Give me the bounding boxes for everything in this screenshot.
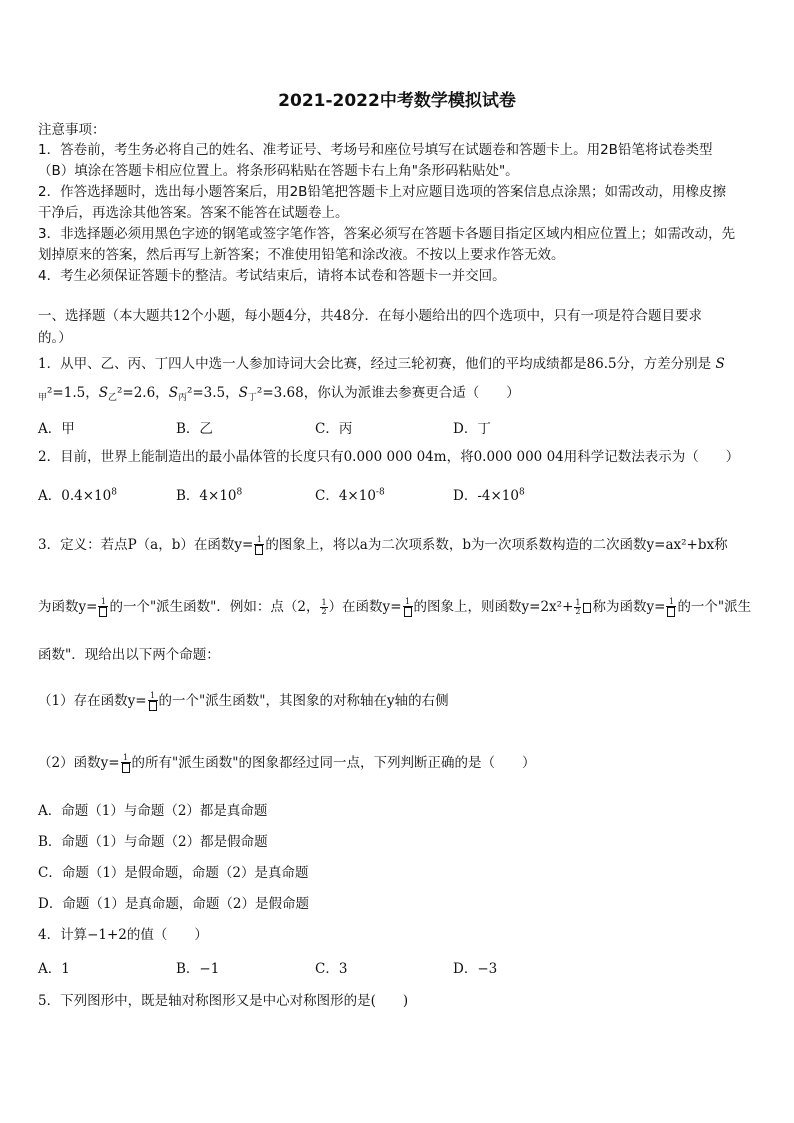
q2-option-a-exp: 8 [111, 487, 117, 498]
q1-sub-yi: 乙 [107, 393, 117, 403]
notice-line: 3．非选择题必须用黑色字迹的钢笔或签字笔作答，答案必须写在答题卡各题目指定区域内相应位置上；如需改动，先 [38, 226, 736, 242]
q1-v1: ²=1.5， [47, 385, 99, 401]
q1-v3: ²=3.5， [186, 385, 239, 401]
fraction-den: 2 [575, 607, 581, 616]
q3-text: 的一个"派生函数"，其图象的对称轴在y轴的右侧 [158, 693, 449, 709]
q1-option-d: D．丁 [453, 421, 491, 437]
fraction [148, 692, 158, 711]
q3-proposition-2 [38, 754, 535, 773]
q5-stem: 5．下列图形中，既是轴对称图形又是中心对称图形的是( ) [38, 993, 409, 1009]
q3-text: 的一个"派生 [677, 599, 752, 615]
q3-text: （2）函数y= [38, 755, 120, 771]
q3-text: ）在函数y= [328, 599, 402, 615]
q2-option-d-exp: 8 [518, 487, 525, 498]
q2-option-b-base: B．4×10 [176, 488, 237, 504]
q4-option-d: D．−3 [453, 961, 498, 977]
q3-option-a: A．命题（1）与命题（2）都是真命题 [38, 803, 268, 819]
section-heading: 一、选择题（本大题共12个小题，每小题4分，共48分．在每小题给出的四个选项中，只有一项是符合题目要求 [38, 308, 702, 324]
q1-v4: ²=3.68，你认为派谁去参赛更合适（ ） [256, 385, 520, 401]
q3-option-d: D．命题（1）是真命题，命题（2）是假命题 [38, 896, 310, 912]
q3-text: 的图象上，将以a为二次项系数，b为一次项系数构造的二次函数y=ax²+bx称 [265, 537, 728, 553]
q1-s: S [98, 385, 108, 401]
q2-option-b [176, 484, 242, 504]
fraction [403, 598, 413, 617]
q3-text: 称为函数y= [592, 599, 666, 615]
q2-option-c [315, 484, 385, 504]
fraction-num: 1 [254, 536, 264, 545]
q4-option-a: A．1 [38, 961, 70, 977]
q3-option-b: B．命题（1）与命题（2）都是假命题 [38, 834, 268, 850]
q2-option-d [453, 484, 525, 504]
q1-sub-jia: 甲 [38, 393, 48, 403]
q2-option-c-base: C．4×10 [315, 488, 376, 504]
notice-line: 划掉原来的答案，然后再写上新答案；不准使用铅笔和涂改液。不按以上要求作答无效。 [38, 247, 565, 263]
fraction [98, 598, 108, 617]
q4-stem: 4．计算−1+2的值（ ） [38, 927, 208, 943]
fraction [121, 754, 131, 773]
fraction-half [574, 599, 581, 616]
q4-option-b: B．−1 [176, 961, 220, 977]
fraction [254, 536, 264, 555]
fraction-num: 1 [575, 598, 581, 607]
q1-v2: ²=2.6， [116, 385, 169, 401]
q1-sub-bing: 丙 [177, 393, 187, 403]
q3-text: 的图象上，则函数y=2x²+ [413, 599, 574, 615]
q1-s: S [715, 356, 725, 372]
fraction-num: 1 [121, 754, 131, 763]
q3-line2 [38, 598, 751, 617]
q3-proposition-1 [38, 692, 449, 711]
q2-option-c-exp: -8 [375, 487, 385, 498]
fraction [666, 598, 676, 617]
q2-stem: 2．目前，世界上能制造出的最小晶体管的长度只有0.000 000 04m，将0.000 000 04用科学记数法表示为（ ） [38, 449, 740, 465]
q2-option-a [38, 484, 117, 504]
notice-line: 1．答卷前，考生务必将自己的姓名、准考证号、考场号和座位号填写在试题卷和答题卡上。用2B铅笔将试卷类型 [38, 142, 713, 158]
fraction-num: 1 [403, 598, 413, 607]
q2-option-a-base: A．0.4×10 [38, 488, 112, 504]
q1-option-b: B．乙 [176, 421, 213, 437]
q1-variances [38, 384, 520, 407]
q2-option-b-exp: 8 [236, 487, 243, 498]
page-title: 2021-2022中考数学模拟试卷 [278, 91, 516, 111]
section-heading-cont: 的。） [38, 330, 72, 346]
q1-option-a: A．甲 [38, 421, 75, 437]
q3-text: 3．定义：若点P（a，b）在函数y= [38, 537, 254, 553]
notice-heading: 注意事项： [38, 122, 106, 138]
notice-line: 4．考生必须保证答题卡的整洁。考试结束后，请将本试卷和答题卡一并交回。 [38, 268, 506, 284]
fraction-num: 1 [98, 598, 108, 607]
q3-text: 的一个"派生函数"．例如：点（2， [109, 599, 320, 615]
q1-s: S [238, 385, 248, 401]
fraction-num: 1 [321, 598, 327, 607]
q3-option-c: C．命题（1）是假命题，命题（2）是真命题 [38, 865, 309, 881]
q1-s: S [168, 385, 178, 401]
notice-line: 2．作答选择题时，选出每小题答案后，用2B铅笔把答题卡上对应题目选项的答案信息点涂黑；如需改动，用橡皮擦 [38, 184, 726, 200]
q1-option-c: C．丙 [315, 421, 353, 437]
fraction-num: 1 [148, 692, 158, 701]
q3-line1 [38, 536, 728, 555]
q2-option-d-base: D．-4×10 [453, 488, 519, 504]
q1-stem: 1．从甲、乙、丙、丁四人中选一人参加诗词大会比赛，经过三轮初赛，他们的平均成绩都是86.5分，方差分别是 S [38, 356, 725, 372]
placeholder-box [583, 603, 591, 613]
fraction-half [320, 599, 327, 616]
notice-line: （B）填涂在答题卡相应位置上。将条形码粘贴在答题卡右上角"条形码粘贴处"。 [38, 163, 519, 179]
q4-option-c: C．3 [315, 961, 348, 977]
q1-sub-ding: 丁 [247, 393, 257, 403]
notice-line: 干净后，再选涂其他答案。答案不能答在试题卷上。 [38, 205, 349, 221]
q3-text: 的所有"派生函数"的图象都经过同一点，下列判断正确的是（ ） [131, 755, 536, 771]
q3-text: （1）存在函数y= [38, 693, 147, 709]
q3-text: 为函数y= [38, 599, 98, 615]
fraction-num: 1 [666, 598, 676, 607]
fraction-den: 2 [321, 607, 327, 616]
q3-line3: 函数"．现给出以下两个命题： [38, 647, 220, 663]
